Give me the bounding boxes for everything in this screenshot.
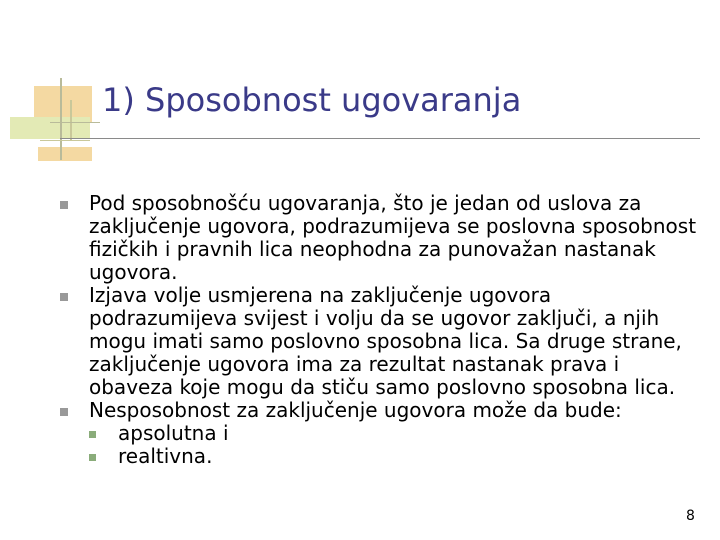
bullet-text: Izjava volje usmjerena na zaključenje ugovora podrazumijeva svijest i volju da se ugovor zaključi, a njih mogu imati samo poslovno sposobna lica. Sa druge strane, zaključenje ugovora ima za rezultat nastanak prava i obaveza koje mogu da stiču samo poslovno sposobna lica. xyxy=(89,283,682,399)
bullet-icon xyxy=(60,201,68,209)
page-number: 8 xyxy=(686,508,695,524)
decorative-block xyxy=(10,117,90,139)
decorative-block xyxy=(38,147,92,161)
sub-list-item xyxy=(89,445,700,468)
list-item xyxy=(60,284,700,399)
bullet-text: Nesposobnost za zaključenje ugovora može da bude: xyxy=(89,398,622,422)
title-divider xyxy=(60,138,700,139)
sub-bullet-text: apsolutna i xyxy=(118,421,229,445)
decorative-line xyxy=(60,78,62,160)
list-item xyxy=(60,192,700,284)
bullet-list xyxy=(60,192,700,468)
decorative-line xyxy=(70,100,72,140)
bullet-icon xyxy=(60,293,68,301)
decorative-line xyxy=(50,122,100,123)
decorative-line xyxy=(40,140,90,141)
sub-bullet-icon xyxy=(89,454,96,461)
list-item xyxy=(60,399,700,422)
sub-bullet-icon xyxy=(89,431,96,438)
sub-bullet-text: realtivna. xyxy=(118,444,213,468)
slide-title: 1) Sposobnost ugovaranja xyxy=(102,81,522,119)
sub-list-item xyxy=(89,422,700,445)
bullet-icon xyxy=(60,408,68,416)
bullet-text: Pod sposobnošću ugovaranja, što je jedan od uslova za zaključenje ugovora, podrazumijeva se poslovna sposobnost fizičkih i pravnih lica neophodna za punovažan nastanak ugovora. xyxy=(89,191,697,284)
